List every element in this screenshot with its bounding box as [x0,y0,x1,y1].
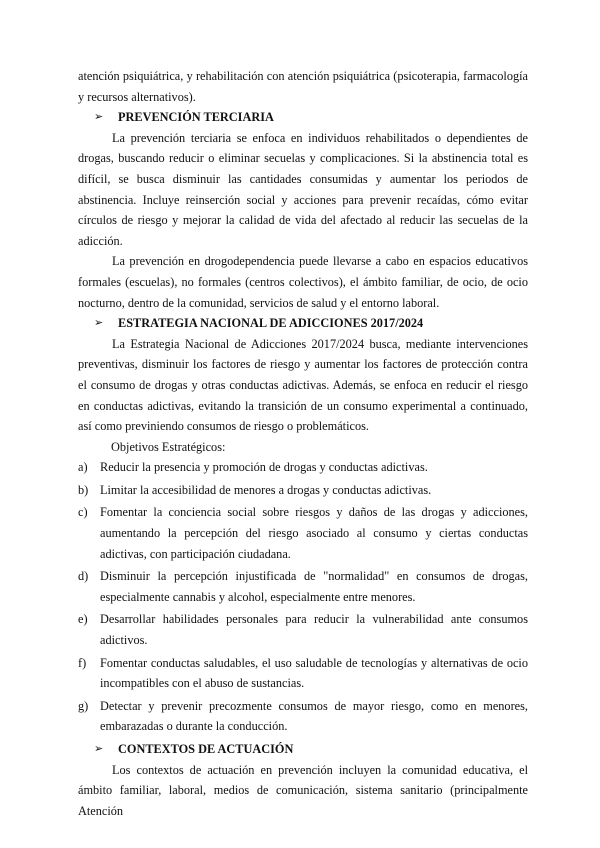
list-item [78,566,528,607]
section-heading-estrategia [78,313,528,334]
terciaria-paragraph-1: La prevención terciaria se enfoca en individuos rehabilitados o dependientes de drogas, buscando reducir o eliminar secuelas y complicaciones. Si la abstinencia total es difícil, se busca disminuir las cantidades consumidas y aumentar los periodos de abstinencia. Incluye reinserción social y acciones para prevenir recaídas, cómo evitar círculos de riesgo y mejorar la calidad de vida del afectado al reducir las secuelas de la adicción. [78,130,528,248]
list-item [78,653,528,694]
list-marker: e) [78,612,88,627]
contextos-paragraph-1: Los contextos de actuación en prevención incluyen la comunidad educativa, el ámbito familiar, laboral, medios de comunicación, sistema sanitario (principalmente Atención [78,762,528,818]
list-item-text: Fomentar conductas saludables, el uso saludable de tecnologías y alternativas de ocio incompatibles con el abuso de sustancias. [100,655,528,691]
list-item-text: Disminuir la percepción injustificada de "normalidad" en consumos de drogas, especialmente cannabis y alcohol, especialmente entre menores. [100,569,528,604]
list-marker: c) [78,505,88,520]
objectives-list [78,457,528,737]
list-item [78,502,528,564]
list-item-text: Detectar y prevenir precozmente consumos de mayor riesgo, como en menores, embarazadas o durante la conducción. [100,698,528,734]
list-item-text: Fomentar la conciencia social sobre riesgos y daños de las drogas y adicciones, aumentando la percepción del riesgo asociado al consumo y ciertas conductas adictivas, con participación ciudadana. [100,505,528,561]
list-marker: d) [78,569,89,584]
list-item [78,457,528,478]
page-content [78,66,528,821]
heading-text: ESTRATEGIA NACIONAL DE ADICCIONES 2017/2024 [118,316,424,331]
objectives-title: Objetivos Estratégicos: [111,439,226,454]
arrow-bullet-icon: ➢ [94,742,104,755]
terciaria-paragraph-2: La prevención en drogodependencia puede llevarse a cabo en espacios educativos formales (escuelas), no formales (centros colectivos), el ámbito familiar, de ocio, de ocio nocturno, dentro de la comunidad, servicios de salud y el entorno laboral. [78,254,528,310]
heading-text: PREVENCIÓN TERCIARIA [118,110,274,125]
list-marker: f) [78,655,87,670]
section-heading-contextos [78,739,528,760]
intro-continuation-paragraph: atención psiquiátrica, y rehabilitación con atención psiquiátrica (psicoterapia, farmacología y recursos alternativos). [78,69,528,104]
list-item [78,696,528,737]
list-item-text: Limitar la accesibilidad de menores a drogas y conductas adictivas. [100,482,432,497]
list-item [78,609,528,650]
arrow-bullet-icon: ➢ [94,110,104,124]
list-item-text: Desarrollar habilidades personales para reducir la vulnerabilidad ante consumos adictivos. [100,612,528,648]
list-marker: b) [78,482,89,497]
list-marker: a) [78,460,88,475]
list-item [78,480,528,501]
estrategia-paragraph-1: La Estrategia Nacional de Adicciones 2017/2024 busca, mediante intervenciones preventivas, disminuir los factores de riesgo y aumentar los factores de protección contra el consumo de drogas y otras conductas adictivas. Además, se enfoca en reducir el riesgo en conductas adictivas, evitando la transición de un consumo experimental a continuado, así como previniendo consumos de riesgo o problemáticos. [78,336,528,434]
list-item-text: Reducir la presencia y promoción de drogas y conductas adictivas. [100,460,428,475]
heading-text: CONTEXTOS DE ACTUACIÓN [118,742,294,756]
list-marker: g) [78,698,89,713]
section-heading-terciaria [78,107,528,128]
arrow-bullet-icon: ➢ [94,316,104,330]
